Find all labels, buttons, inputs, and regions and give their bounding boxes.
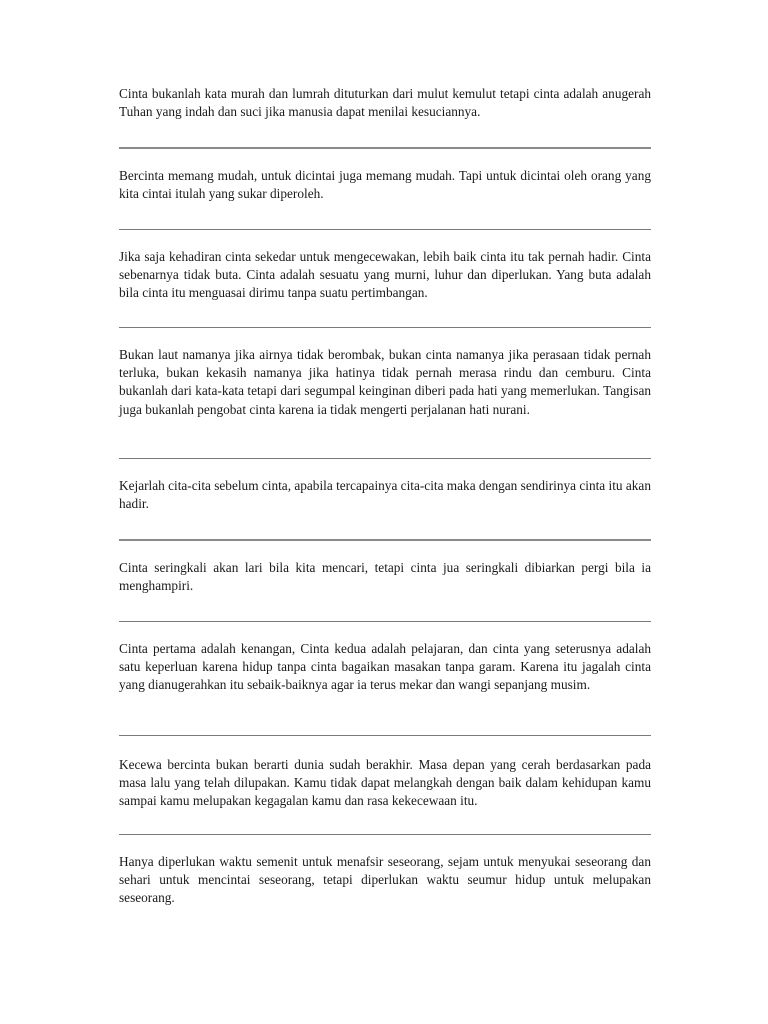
separator-line-3 <box>119 327 651 328</box>
separator-line-8 <box>119 834 651 835</box>
paragraph-5: Kejarlah cita-cita sebelum cinta, apabila tercapainya cita-cita maka dengan sendirinya cinta itu akan hadir. <box>119 478 651 512</box>
separator-line-2 <box>119 229 651 230</box>
paragraph-9: Hanya diperlukan waktu semenit untuk menafsir seseorang, sejam untuk menyukai seseorang dan sehari untuk mencintai seseorang, tetapi diperlukan waktu seumur hidup untuk melupakan seseorang. <box>119 854 651 906</box>
paragraph-3: Jika saja kehadiran cinta sekedar untuk mengecewakan, lebih baik cinta itu tak pernah hadir. Cinta sebenarnya tidak buta. Cinta adalah sesuatu yang murni, luhur dan diperlukan. Yang buta adalah bila cinta itu menguasai dirimu tanpa suatu pertimbangan. <box>119 249 651 301</box>
separator-line-1 <box>119 147 651 149</box>
separator-line-6 <box>119 621 651 622</box>
paragraph-8: Kecewa bercinta bukan berarti dunia sudah berakhir. Masa depan yang cerah berdasarkan pada masa lalu yang telah dilupakan. Kamu tidak dapat melangkah dengan baik dalam kehidupan kamu sampai kamu melupakan kegagalan kamu dan rasa kekecewaan itu. <box>119 757 651 809</box>
paragraph-7: Cinta pertama adalah kenangan, Cinta kedua adalah pelajaran, dan cinta yang seterusnya adalah satu keperluan karena hidup tanpa cinta bagaikan masakan tanpa garam. Karena itu jagalah cinta yang dianugerahkan itu sebaik-baiknya agar ia terus mekar dan wangi sepanjang musim. <box>119 641 651 693</box>
paragraph-4: Bukan laut namanya jika airnya tidak berombak, bukan cinta namanya jika perasaan tidak pernah terluka, bukan kekasih namanya jika hatinya tidak pernah merasa rindu dan cemburu. Cinta bukanlah dari kata-kata tetapi dari segumpal keinginan diberi pada hati yang memerlukan. Tangisan juga bukanlah pengobat cinta karena ia tidak mengerti perjalanan hati nurani. <box>119 347 651 417</box>
separator-line-5 <box>119 539 651 541</box>
separator-line-4 <box>119 458 651 459</box>
paragraph-6: Cinta seringkali akan lari bila kita mencari, tetapi cinta jua seringkali dibiarkan pergi bila ia menghampiri. <box>119 560 651 594</box>
separator-line-7 <box>119 735 651 736</box>
paragraph-1: Cinta bukanlah kata murah dan lumrah dituturkan dari mulut kemulut tetapi cinta adalah anugerah Tuhan yang indah dan suci jika manusia dapat menilai kesuciannya. <box>119 86 651 120</box>
paragraph-2: Bercinta memang mudah, untuk dicintai juga memang mudah. Tapi untuk dicintai oleh orang yang kita cintai itulah yang sukar diperoleh. <box>119 168 651 202</box>
